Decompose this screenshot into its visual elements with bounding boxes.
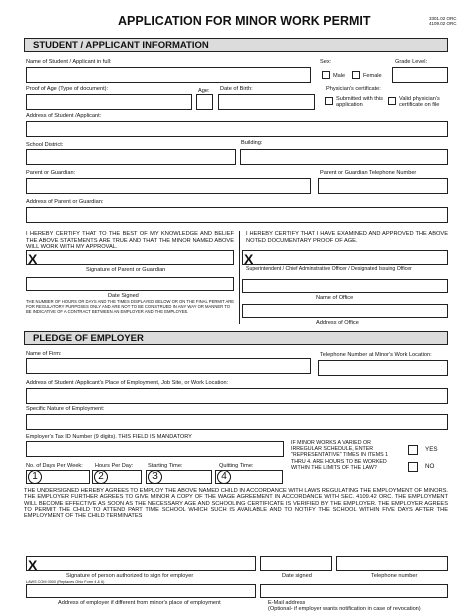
proof-field[interactable] bbox=[26, 94, 192, 110]
item-4-marker: 4 bbox=[217, 470, 231, 484]
employer-signature-label: Signature of person authorized to sign for employer bbox=[66, 573, 194, 579]
nature-field[interactable] bbox=[26, 414, 448, 430]
item-3-marker: 3 bbox=[148, 470, 162, 484]
tax-id-label: Employer's Tax ID Number (9 digits). THIS FIELD IS MANDATORY bbox=[26, 434, 192, 440]
pledge-text: THE UNDERSIGNED HEREBY AGREES TO EMPLOY THE ABOVE NAMED CHILD IN ACCORDANCE WITH LAWS REGULATING THE EMPLOYMENT OF MINORS. THE EMPLOYER FURTHER AGREES TO GIVE MINOR A COPY OF THE WAGE AGREEMENT IN ACCORDANCE WITH SEC. 4109.42 ORC. THE EMPLOYMENT WILL BECOME EFFECTIVE AS SOON AS THE NECESSARY AGE AND SCHOOLING CERTIFICATE IS VERIFIED BY THE EMPLOYER. THE EMPLOYER AGREES TO PERMIT THE CHILD TO ATTEND PART TIME SCHOOL WHICH SUCH IS AVAILABLE AND TO NOTIFY THE SCHOOL WITHIN FIVE DAYS AFTER THE EMPLOYMENT OF THE CHILD TERMINATES bbox=[24, 488, 449, 520]
name-field[interactable] bbox=[26, 67, 311, 83]
yes-checkbox[interactable] bbox=[408, 445, 418, 455]
official-signature-x: X bbox=[244, 251, 254, 267]
parent-date-label: Date Signed bbox=[108, 293, 139, 299]
female-checkbox[interactable] bbox=[352, 71, 360, 79]
employer-section-title: PLEDGE OF EMPLOYER bbox=[33, 333, 144, 344]
parent-label: Parent or Guardian: bbox=[26, 170, 76, 176]
name-label: Name of Student / Applicant in full: bbox=[26, 59, 112, 65]
firm-phone-label: Telephone Number at Minor's Work Location: bbox=[320, 352, 432, 358]
email-field[interactable] bbox=[260, 584, 448, 598]
address-label: Address of Student /Applicant: bbox=[26, 113, 102, 119]
address-field[interactable] bbox=[26, 121, 448, 137]
firm-label: Name of Firm: bbox=[26, 351, 62, 357]
form-code-2: 4109.02 ORC bbox=[429, 21, 457, 26]
parent-address-label: Address of Parent or Guardian: bbox=[26, 199, 104, 205]
parent-phone-label: Parent or Guardian Telephone Number bbox=[320, 170, 417, 176]
age-label: Age: bbox=[198, 88, 210, 94]
employer-signature-field[interactable] bbox=[26, 556, 256, 571]
certification-divider bbox=[239, 231, 240, 324]
email-label: E-Mail address bbox=[268, 600, 306, 606]
employer-phone-label: Telephone number bbox=[371, 573, 418, 579]
building-label: Building: bbox=[241, 140, 263, 146]
employer-section-header bbox=[24, 331, 448, 345]
office-address-label: Address of Office bbox=[316, 320, 359, 326]
parent-signature-field[interactable] bbox=[26, 250, 234, 265]
form-code-1: 3301.02 ORC bbox=[429, 16, 457, 21]
male-label: Male bbox=[333, 73, 346, 79]
employment-address-field[interactable] bbox=[26, 388, 448, 404]
hours-disclaimer: THE NUMBER OF HOURS OR DAYS AND THE TIMES DISPLAYED BELOW OR ON THE FINAL PERMIT ARE FOR REGULATORY PURPOSES ONLY AND ARE NOT TO BE CONSTRUED IN ANY WAY OR MANNER TO BE INDICATIVE OF A CONTRACT BETWEEN AN EMPLOYER AND THE EMPLOYEE. bbox=[26, 299, 235, 314]
parent-phone-field[interactable] bbox=[318, 178, 448, 194]
no-checkbox[interactable] bbox=[408, 462, 418, 472]
valid-label: Valid physician's certificate on file bbox=[399, 96, 440, 109]
submitted-checkbox[interactable] bbox=[325, 97, 333, 105]
days-label: No. of Days Per Week: bbox=[26, 463, 83, 469]
no-label: NO bbox=[425, 463, 435, 470]
official-signature-field[interactable] bbox=[242, 250, 448, 265]
parent-field[interactable] bbox=[26, 178, 311, 194]
male-checkbox[interactable] bbox=[322, 71, 330, 79]
employer-signature-x: X bbox=[28, 557, 38, 573]
employer-date-field[interactable] bbox=[260, 556, 332, 571]
nature-label: Specific Nature of Employment: bbox=[26, 406, 105, 412]
quit-label: Quitting Time: bbox=[219, 463, 254, 469]
tax-id-field[interactable] bbox=[26, 441, 284, 457]
student-section-header bbox=[24, 38, 448, 52]
hours-label: Hours Per Day: bbox=[95, 463, 134, 469]
page-title: APPLICATION FOR MINOR WORK PERMIT bbox=[118, 14, 371, 28]
parent-date-field[interactable] bbox=[26, 277, 234, 291]
official-certification-text: I HEREBY CERTIFY THAT I HAVE EXAMINED AND APPROVED THE ABOVE NOTED DOCUMENTARY PROOF OF AGE. bbox=[246, 231, 448, 244]
email-note: (Optional- if employer wants notification in case of revocation) bbox=[268, 606, 421, 612]
varied-schedule-question: IF MINOR WORKS A VARIED OR IRREGULAR SCHEDULE, ENTER "REPRESENTATIVE" TIMES IN ITEMS 1 THRU 4. ARE HOURS TO BE WORKED WITHIN THE LIMITS OF THE LAW? bbox=[291, 440, 389, 471]
proof-label: Proof of Age (Type of document): bbox=[26, 86, 109, 92]
parent-address-field[interactable] bbox=[26, 207, 448, 223]
official-signature-label: Superintendent / Chief Adminstrative Officer / Designated Issuing Officer bbox=[246, 266, 412, 272]
office-name-field[interactable] bbox=[242, 279, 448, 293]
employer-date-label: Date signed bbox=[282, 573, 312, 579]
firm-phone-field[interactable] bbox=[318, 360, 448, 376]
employer-phone-field[interactable] bbox=[336, 556, 448, 571]
employment-address-label: Address of Student /Applicant's Place of Employment, Job Site, or Work Location: bbox=[26, 380, 229, 386]
office-address-field[interactable] bbox=[242, 304, 448, 318]
school-district-field[interactable] bbox=[26, 149, 236, 165]
dob-label: Date of Birth: bbox=[220, 86, 253, 92]
female-label: Female bbox=[363, 73, 382, 79]
grade-label: Grade Level: bbox=[395, 59, 428, 65]
employer-address-field[interactable] bbox=[26, 584, 256, 598]
grade-field[interactable] bbox=[392, 67, 448, 83]
employer-address-label: Address of employer if different from minor's place of employment bbox=[58, 600, 221, 606]
yes-label: YES bbox=[425, 446, 438, 453]
start-label: Starting Time: bbox=[148, 463, 183, 469]
parent-certification-text: I HEREBY CERTIFY THAT TO THE BEST OF MY KNOWLEDGE AND BELIEF THE ABOVE STATEMENTS ARE TRUE AND THAT THE MINOR NAMED ABOVE WILL WORK WITH MY APPROVAL. bbox=[26, 231, 234, 251]
firm-field[interactable] bbox=[26, 358, 311, 374]
student-section-title: STUDENT / APPLICANT INFORMATION bbox=[33, 40, 209, 51]
building-field[interactable] bbox=[240, 149, 448, 165]
school-district-label: School District: bbox=[26, 142, 64, 148]
physician-label: Physician's certificate: bbox=[326, 86, 381, 92]
item-2-marker: 2 bbox=[94, 470, 108, 484]
item-1-marker: 1 bbox=[28, 470, 42, 484]
parent-signature-x: X bbox=[28, 251, 38, 267]
submitted-label: Submitted with this application bbox=[336, 96, 383, 109]
age-field[interactable] bbox=[196, 94, 213, 110]
form-number: LAWS COM 0000 (Replaces Ohio Form 4 & 6) bbox=[26, 580, 105, 584]
sex-label: Sex: bbox=[320, 59, 332, 65]
valid-checkbox[interactable] bbox=[388, 97, 396, 105]
parent-signature-label: Signature of Parent or Guardian bbox=[86, 267, 166, 273]
office-name-label: Name of Office bbox=[316, 295, 354, 301]
dob-field[interactable] bbox=[218, 94, 315, 110]
